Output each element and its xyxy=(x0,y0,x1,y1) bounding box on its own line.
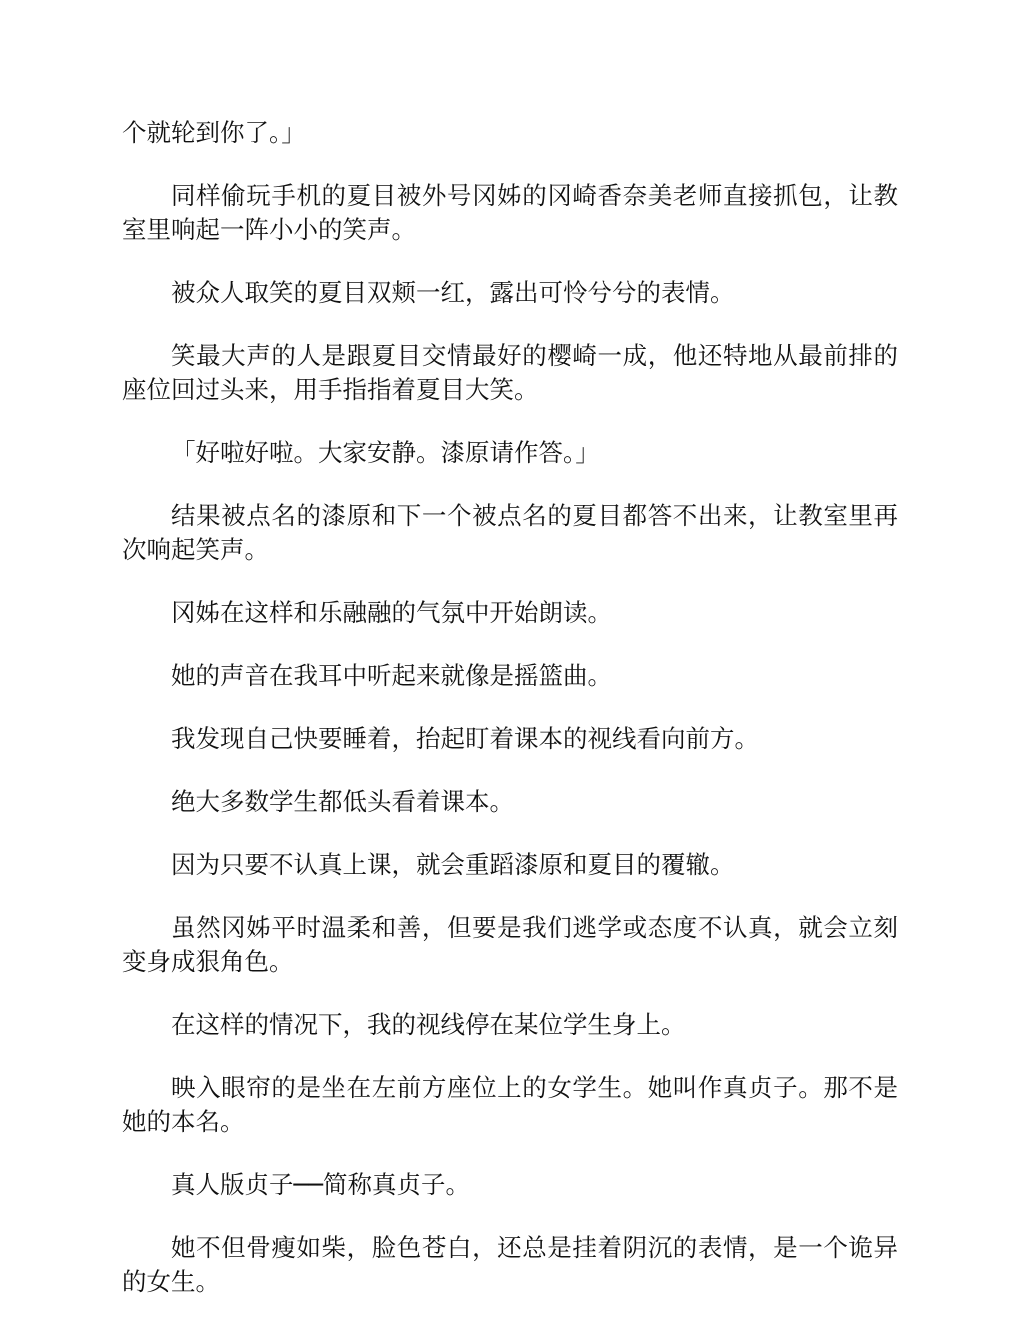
paragraph: 虽然冈姊平时温柔和善，但要是我们逃学或态度不认真，就会立刻变身成狠角色。 xyxy=(122,913,898,976)
paragraph: 同样偷玩手机的夏目被外号冈姊的冈崎香奈美老师直接抓包，让教室里响起一阵小小的笑声。 xyxy=(122,181,898,244)
paragraph: 我发现自己快要睡着，抬起盯着课本的视线看向前方。 xyxy=(171,724,759,753)
paragraph: 真人版贞子──简称真贞子。 xyxy=(171,1170,470,1199)
paragraph: 「好啦好啦。大家安静。漆原请作答。」 xyxy=(171,438,600,467)
paragraph: 因为只要不认真上课，就会重蹈漆原和夏目的覆辙。 xyxy=(171,850,735,879)
paragraph: 绝大多数学生都低头看着课本。 xyxy=(171,787,514,816)
document-page xyxy=(122,116,898,1328)
paragraph: 冈姊在这样和乐融融的气氛中开始朗读。 xyxy=(171,598,612,627)
paragraph: 结果被点名的漆原和下一个被点名的夏目都答不出来，让教室里再次响起笑声。 xyxy=(122,501,898,564)
paragraph: 她的声音在我耳中听起来就像是摇篮曲。 xyxy=(171,661,612,690)
paragraph: 个就轮到你了。」 xyxy=(122,118,306,147)
paragraph: 映入眼帘的是坐在左前方座位上的女学生。她叫作真贞子。那不是她的本名。 xyxy=(122,1073,898,1136)
paragraph: 笑最大声的人是跟夏目交情最好的樱崎一成，他还特地从最前排的座位回过头来，用手指指着夏目大笑。 xyxy=(122,341,898,404)
paragraph: 她不但骨瘦如柴，脸色苍白，还总是挂着阴沉的表情，是一个诡异的女生。 xyxy=(122,1233,898,1296)
paragraph: 被众人取笑的夏目双颊一红，露出可怜兮兮的表情。 xyxy=(171,278,735,307)
paragraph: 在这样的情况下，我的视线停在某位学生身上。 xyxy=(171,1010,686,1039)
